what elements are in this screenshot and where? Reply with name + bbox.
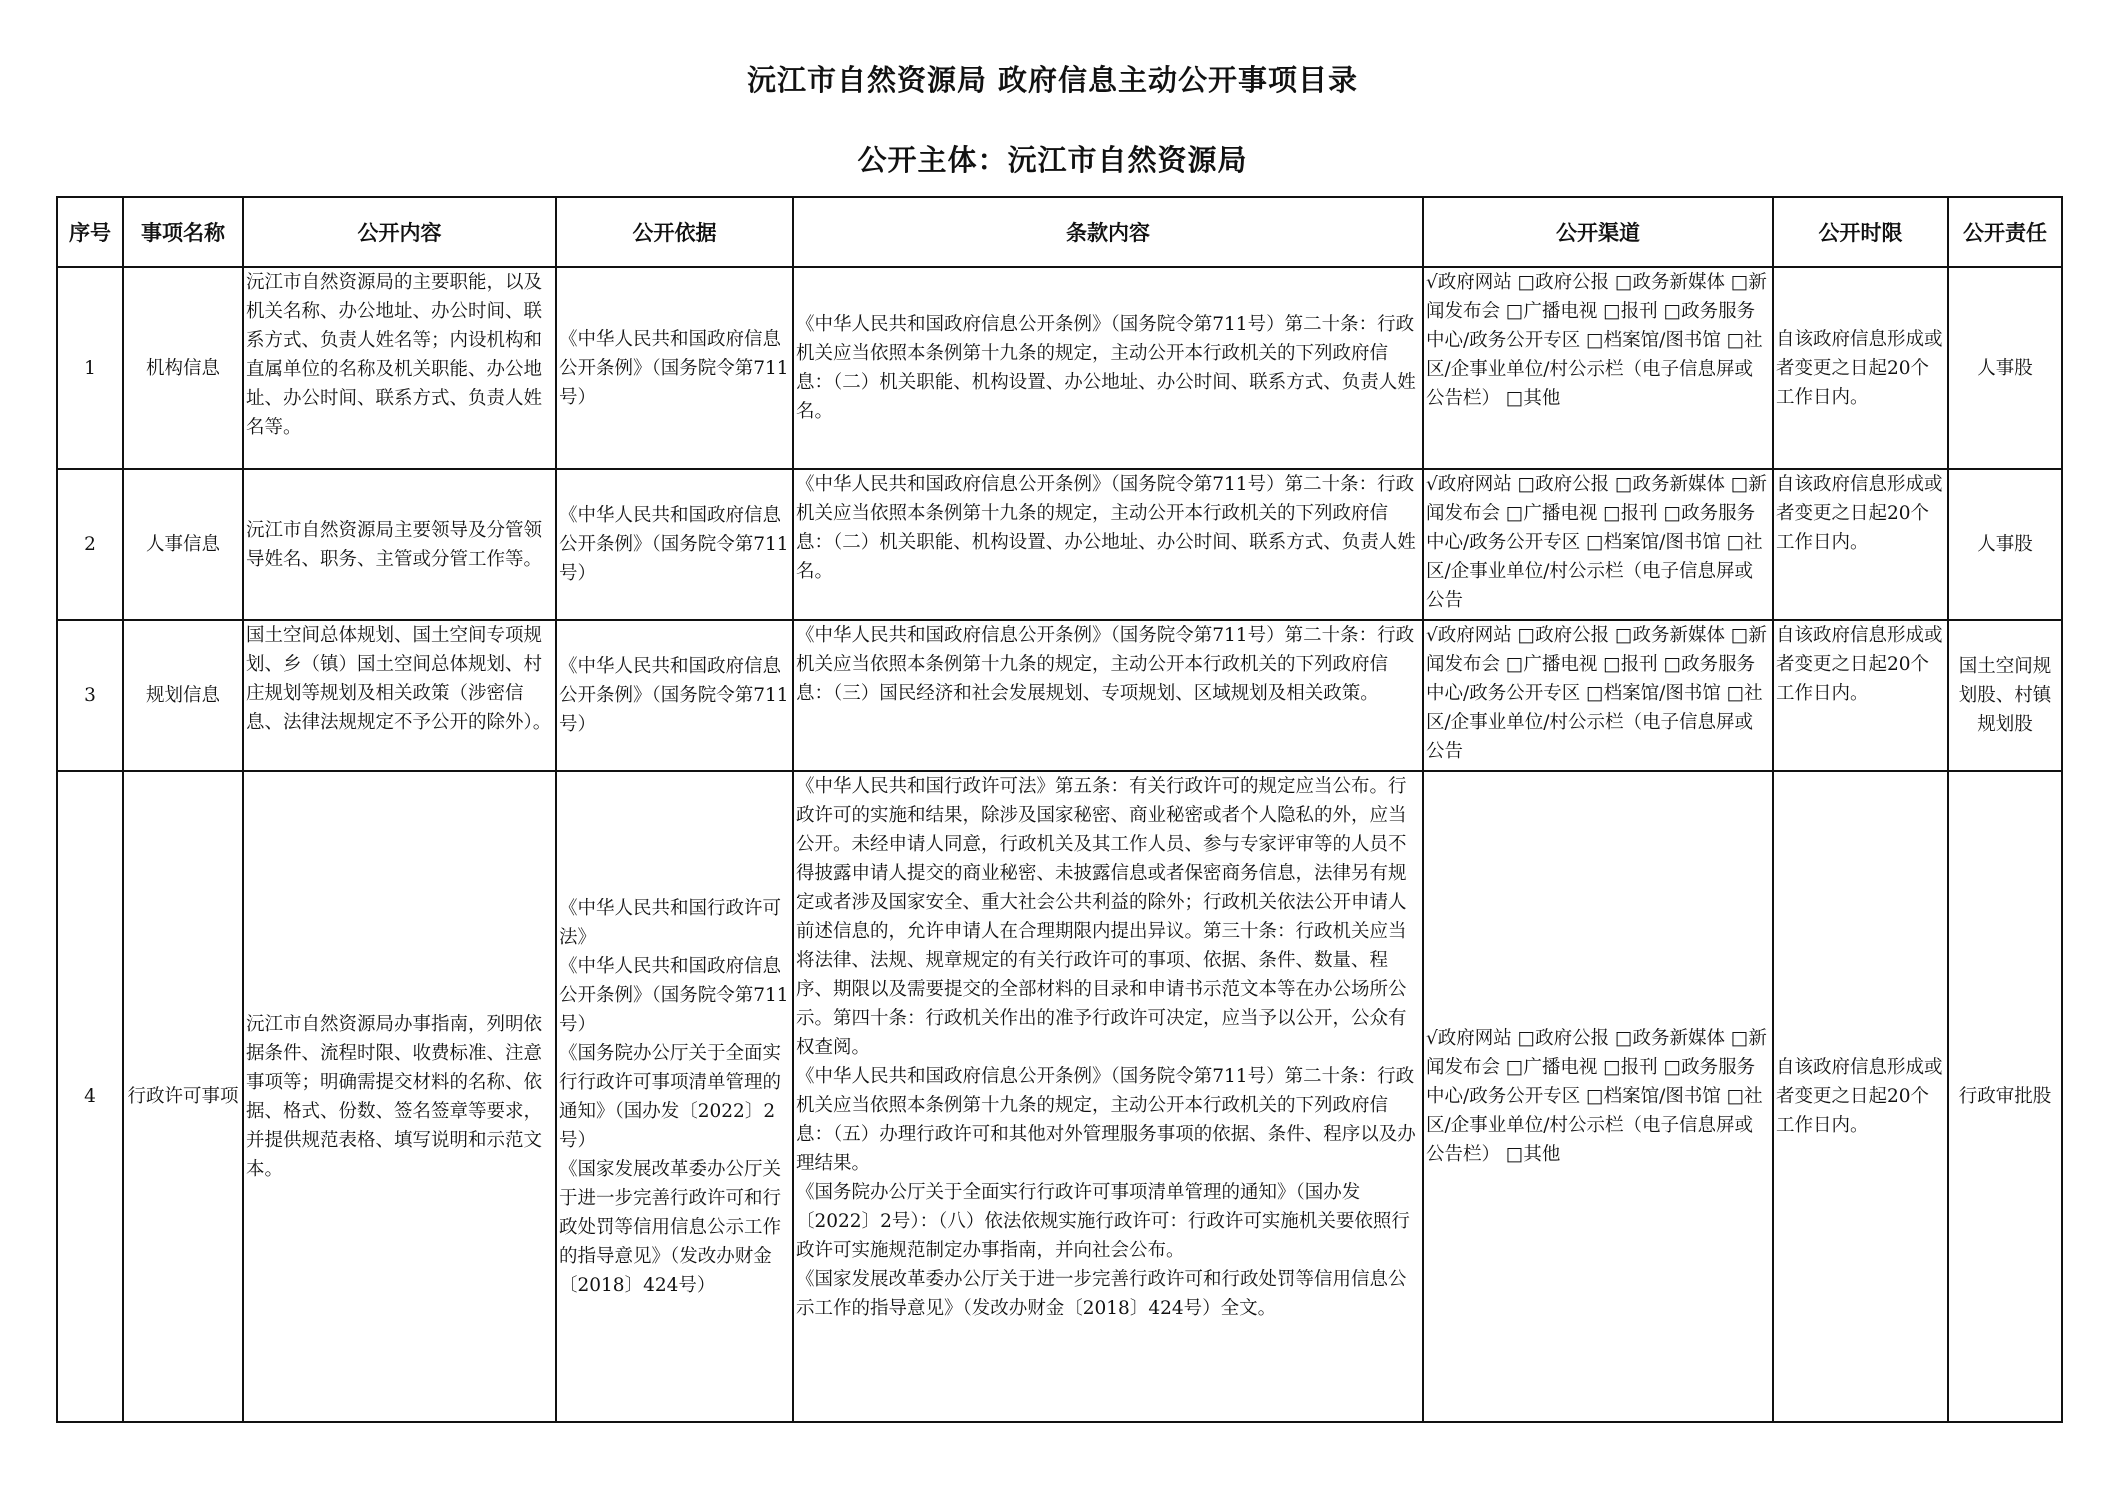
cell-owner: 人事股 <box>1948 469 2062 620</box>
cell-no: 3 <box>57 620 123 771</box>
cell-clause: 《中华人民共和国政府信息公开条例》（国务院令第711号）第二十条：行政机关应当依照本条例第十九条的规定，主动公开本行政机关的下列政府信息：（三）国民经济和社会发展规划、专项规划、区域规划及相关政策。 <box>796 625 1415 704</box>
cell-deadline: 自该政府信息形成或者变更之日起20个工作日内。 <box>1776 1057 1943 1136</box>
cell-channel: √政府网站 □政府公报 □政务新媒体 □新闻发布会 □广播电视 □报刊 □政务服务中心/政务公开专区 □档案馆/图书馆 □社区/企事业单位/村公示栏（电子信息屏或公告栏） □其他 <box>1426 272 1767 409</box>
cell-basis: 《中华人民共和国政府信息公开条例》（国务院令第711号） <box>559 328 789 408</box>
cell-deadline: 自该政府信息形成或者变更之日起20个工作日内。 <box>1776 328 1943 408</box>
cell-deadline: 自该政府信息形成或者变更之日起20个工作日内。 <box>1776 625 1943 704</box>
cell-basis: 《中华人民共和国政府信息公开条例》（国务院令第711号） <box>559 505 789 584</box>
cell-owner: 行政审批股 <box>1948 771 2062 1422</box>
header-owner: 公开责任 <box>1948 197 2062 267</box>
cell-clause: 《中华人民共和国政府信息公开条例》（国务院令第711号）第二十条：行政机关应当依照本条例第十九条的规定，主动公开本行政机关的下列政府信息：（二）机关职能、机构设置、办公地址、办公时间、联系方式、负责人姓名。 <box>796 314 1416 422</box>
table-header-row <box>57 197 2062 267</box>
cell-name: 行政许可事项 <box>123 771 243 1422</box>
cell-content: 沅江市自然资源局办事指南，列明依据条件、流程时限、收费标准、注意事项等；明确需提交材料的名称、依据、格式、份数、签名签章等要求，并提供规范表格、填写说明和示范文本。 <box>246 1013 543 1180</box>
cell-basis: 《中华人民共和国政府信息公开条例》（国务院令第711号） <box>559 656 789 735</box>
cell-owner: 国土空间规划股、村镇规划股 <box>1948 620 2062 771</box>
disclosure-table <box>56 196 2063 1423</box>
page-title: 沅江市自然资源局 政府信息主动公开事项目录 <box>746 63 1359 97</box>
cell-content: 国土空间总体规划、国土空间专项规划、乡（镇）国土空间总体规划、村庄规划等规划及相关政策（涉密信息、法律法规规定不予公开的除外）。 <box>246 625 552 733</box>
cell-name: 规划信息 <box>123 620 243 771</box>
cell-basis: 《中华人民共和国行政许可法》 《中华人民共和国政府信息公开条例》（国务院令第711号） 《国务院办公厅关于全面实行行政许可事项清单管理的通知》（国办发〔2022〕2号） 《国家发展改革委办公厅关于进一步完善行政许可和行政处罚等信用信息公示工作的指导意见》（发改办财金〔2018〕424号） <box>559 897 789 1296</box>
header-no: 序号 <box>57 197 123 267</box>
cell-no: 2 <box>57 469 123 620</box>
cell-content: 沅江市自然资源局的主要职能，以及机关名称、办公地址、办公时间、联系方式、负责人姓名等；内设机构和直属单位的名称及机关职能、办公地址、办公时间、联系方式、负责人姓名等。 <box>246 272 543 438</box>
header-content: 公开内容 <box>243 197 556 267</box>
cell-name: 机构信息 <box>123 267 243 469</box>
page-subtitle: 公开主体：沅江市自然资源局 <box>857 143 1248 177</box>
cell-content: 沅江市自然资源局主要领导及分管领导姓名、职务、主管或分管工作等。 <box>246 519 543 570</box>
cell-clause: 《中华人民共和国政府信息公开条例》（国务院令第711号）第二十条：行政机关应当依照本条例第十九条的规定，主动公开本行政机关的下列政府信息：（二）机关职能、机构设置、办公地址、办公时间、联系方式、负责人姓名。 <box>796 474 1416 582</box>
cell-no: 4 <box>57 771 123 1422</box>
header-basis: 公开依据 <box>556 197 793 267</box>
cell-owner: 人事股 <box>1948 267 2062 469</box>
header-name: 事项名称 <box>123 197 243 267</box>
table-row <box>57 267 2062 469</box>
table-row <box>57 620 2062 771</box>
header-deadline: 公开时限 <box>1773 197 1948 267</box>
cell-channel: √政府网站 □政府公报 □政务新媒体 □新闻发布会 □广播电视 □报刊 □政务服务中心/政务公开专区 □档案馆/图书馆 □社区/企事业单位/村公示栏（电子信息屏或公告栏） □其他 <box>1426 1028 1767 1165</box>
cell-no: 1 <box>57 267 123 469</box>
cell-channel: √政府网站 □政府公报 □政务新媒体 □新闻发布会 □广播电视 □报刊 □政务服务中心/政务公开专区 □档案馆/图书馆 □社区/企事业单位/村公示栏（电子信息屏或公告 <box>1426 474 1767 611</box>
table-row <box>57 771 2062 1422</box>
cell-deadline: 自该政府信息形成或者变更之日起20个工作日内。 <box>1776 474 1943 553</box>
header-channel: 公开渠道 <box>1423 197 1773 267</box>
cell-clause: 《中华人民共和国行政许可法》第五条：有关行政许可的规定应当公布。行政许可的实施和结果，除涉及国家秘密、商业秘密或者个人隐私的外，应当公开。未经申请人同意，行政机关及其工作人员、参与专家评审等的人员不得披露申请人提交的商业秘密、未披露信息或者保密商务信息，法律另有规定或者涉及国家安全、重大社会公共利益的除外；行政机关依法公开申请人前述信息的，允许申请人在合理期限内提出异议。第三十条：行政机关应当将法律、法规、规章规定的有关行政许可的事项、依据、条件、数量、程序、期限以及需要提交的全部材料的目录和申请书示范文本等在办公场所公示。第四十条：行政机关作出的准予行政许可决定，应当予以公开，公众有权查阅。 《中华人民共和国政府信息公开条例》（国务院令第711号）第二十条：行政机关应当依照本条例第十九条的规定，主动公开本行政机关的下列政府信息：（五）办理行政许可和其他对外管理服务事项的依据、条件、程序以及办理结果。 《国务院办公厅关于全面实行行政许可事项清单管理的通知》（国办发〔2022〕2号）：（八）依法依规实施行政许可：行政许可实施机关要依照行政许可实施规范制定办事指南，并向社会公布。 《国家发展改革委办公厅关于进一步完善行政许可和行政处罚等信用信息公示工作的指导意见》（发改办财金〔2018〕424号）全文。 <box>796 776 1416 1319</box>
table-row <box>57 469 2062 620</box>
header-clause: 条款内容 <box>793 197 1423 267</box>
cell-channel: √政府网站 □政府公报 □政务新媒体 □新闻发布会 □广播电视 □报刊 □政务服务中心/政务公开专区 □档案馆/图书馆 □社区/企事业单位/村公示栏（电子信息屏或公告 <box>1426 625 1767 762</box>
cell-name: 人事信息 <box>123 469 243 620</box>
